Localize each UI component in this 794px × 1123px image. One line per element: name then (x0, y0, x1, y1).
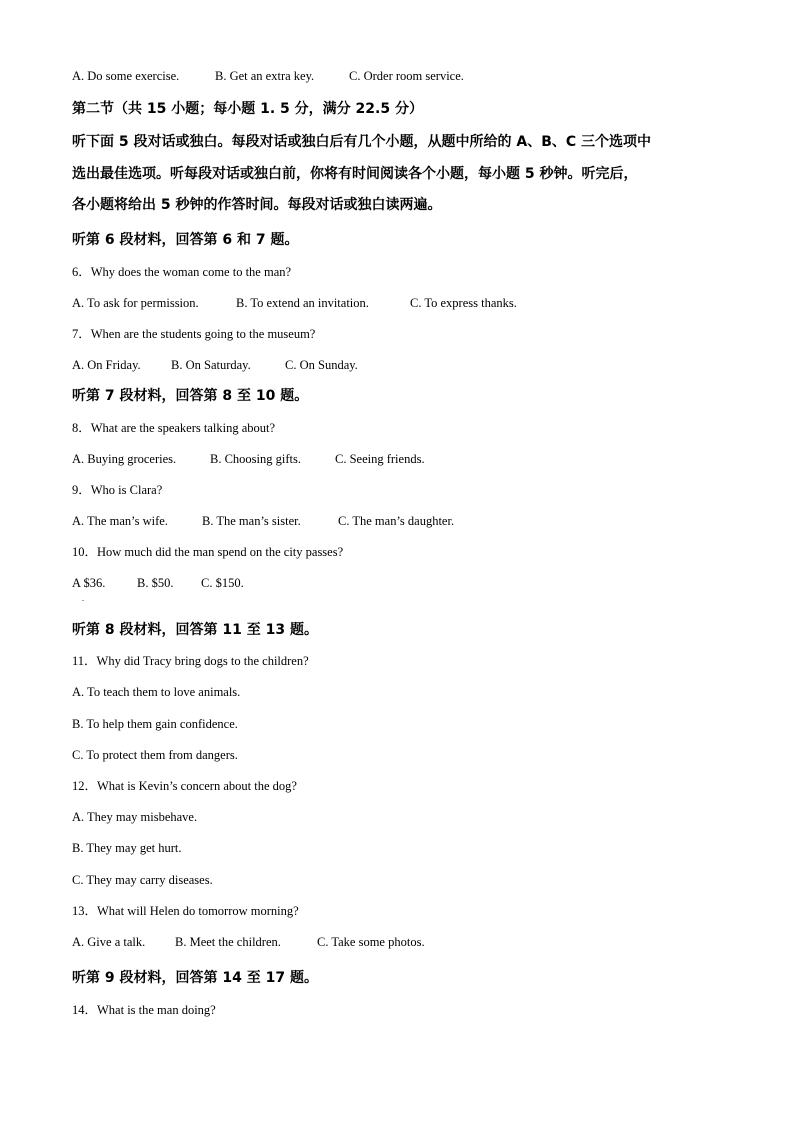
option-a: A $36. (72, 576, 106, 590)
question-6-options (72, 295, 517, 311)
question-11-stem: 11．Why did Tracy bring dogs to the children? (72, 654, 309, 668)
question-10-options (72, 575, 244, 591)
group-heading-6: 听第 6 段材料，回答第 6 和 7 题。 (72, 232, 299, 248)
instructions-line-3: 各小题将给出 5 秒钟的作答时间。每段对话或独白读两遍。 (72, 197, 442, 213)
question-11-option-c: C. To protect them from dangers. (72, 748, 238, 762)
section-heading: 第二节（共 15 小题；每小题 1. 5 分，满分 22.5 分） (72, 101, 423, 117)
question-7-options (72, 357, 358, 373)
option-b: B. To extend an invitation. (236, 296, 369, 310)
option-b: B. Meet the children. (175, 935, 281, 949)
group-heading-8: 听第 8 段材料，回答第 11 至 13 题。 (72, 622, 318, 638)
group-heading-9: 听第 9 段材料，回答第 14 至 17 题。 (72, 970, 318, 986)
option-a: A. The man’s wife. (72, 514, 168, 528)
option-c: C. The man’s daughter. (338, 514, 455, 528)
option-c: C. Seeing friends. (335, 452, 425, 466)
question-8-options (72, 451, 425, 467)
question-8-stem: 8．What are the speakers talking about? (72, 421, 276, 435)
stray-mark: . (82, 594, 84, 603)
question-7-stem: 7．When are the students going to the museum? (72, 327, 316, 341)
option-b: B. $50. (137, 576, 174, 590)
option-a: A. Do some exercise. (72, 69, 180, 83)
option-b: B. Get an extra key. (215, 69, 315, 83)
option-c: C. On Sunday. (285, 358, 358, 372)
question-12-option-b: B. They may get hurt. (72, 841, 182, 855)
question-12-option-c: C. They may carry diseases. (72, 873, 213, 887)
option-a: A. Give a talk. (72, 935, 146, 949)
question-11-option-a: A. To teach them to love animals. (72, 685, 241, 699)
question-13-stem: 13．What will Helen do tomorrow morning? (72, 904, 299, 918)
instructions-line-1: 听下面 5 段对话或独白。每段对话或独白后有几个小题，从题中所给的 A、B、C 三个选项中 (72, 134, 652, 150)
question-12-option-a: A. They may misbehave. (72, 810, 198, 824)
question-5-options (72, 68, 464, 84)
group-heading-7: 听第 7 段材料，回答第 8 至 10 题。 (72, 388, 309, 404)
option-c: C. Take some photos. (317, 935, 425, 949)
question-11-option-b: B. To help them gain confidence. (72, 717, 238, 731)
question-9-stem: 9．Who is Clara? (72, 483, 163, 497)
option-c: C. $150. (201, 576, 244, 590)
option-c: C. To express thanks. (410, 296, 517, 310)
question-10-stem: 10．How much did the man spend on the city passes? (72, 545, 344, 559)
question-13-options (72, 934, 425, 950)
option-a: A. On Friday. (72, 358, 141, 372)
question-12-stem: 12．What is Kevin’s concern about the dog? (72, 779, 297, 793)
question-6-stem: 6．Why does the woman come to the man? (72, 265, 292, 279)
instructions-line-2: 选出最佳选项。听每段对话或独白前，你将有时间阅读各个小题，每小题 5 秒钟。听完后， (72, 166, 638, 182)
option-c: C. Order room service. (349, 69, 464, 83)
question-14-stem: 14．What is the man doing? (72, 1003, 216, 1017)
question-9-options (72, 513, 454, 529)
option-b: B. On Saturday. (171, 358, 251, 372)
option-a: A. To ask for permission. (72, 296, 199, 310)
option-b: B. The man’s sister. (202, 514, 301, 528)
option-a: A. Buying groceries. (72, 452, 177, 466)
option-b: B. Choosing gifts. (210, 452, 301, 466)
